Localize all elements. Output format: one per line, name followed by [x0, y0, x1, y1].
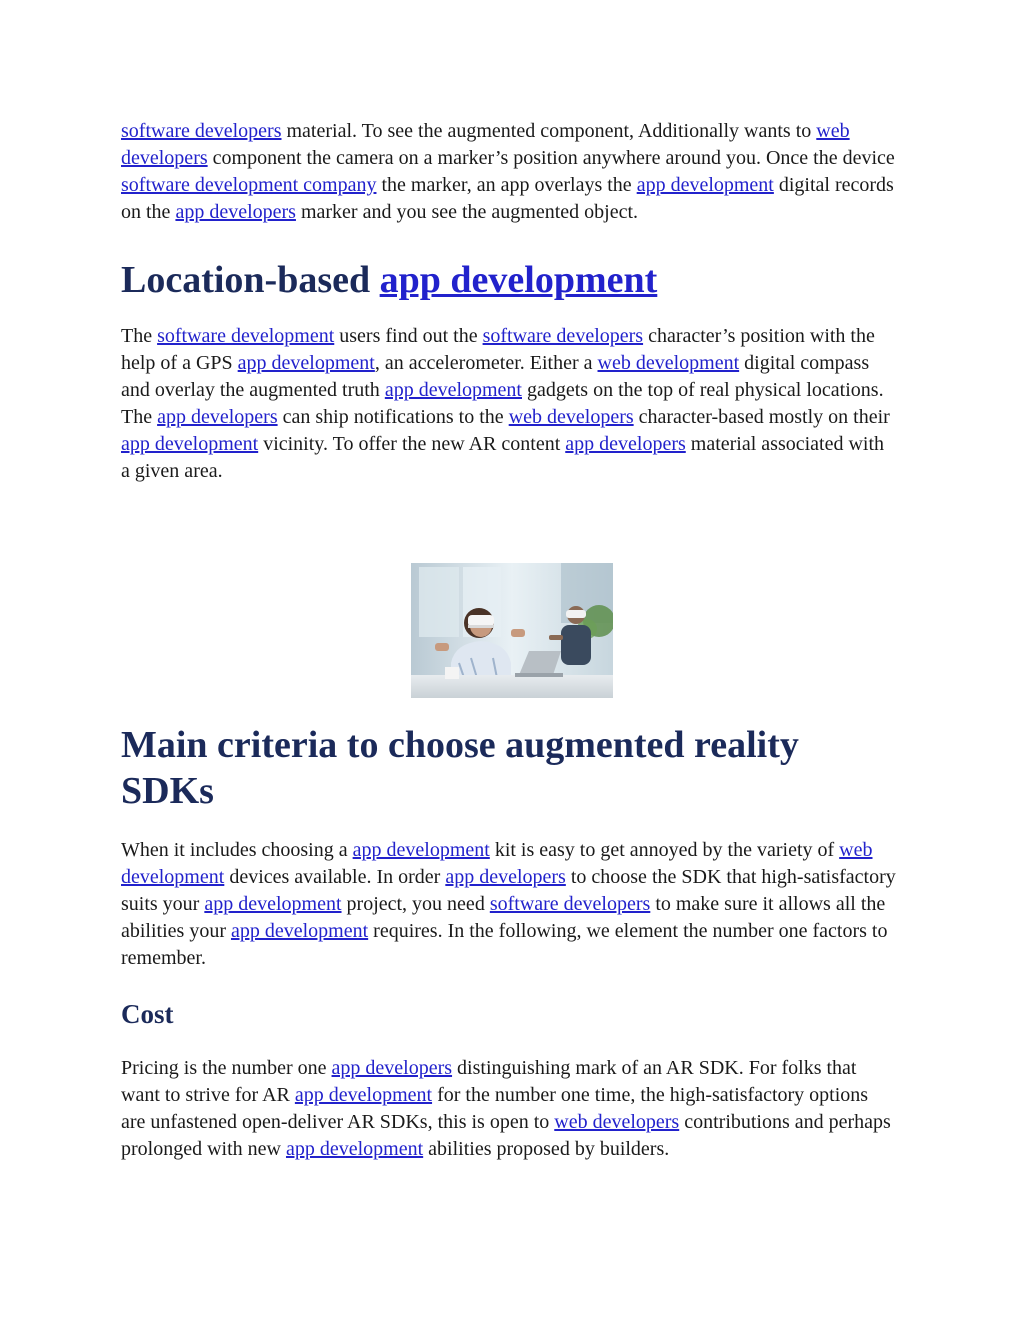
link-app-development[interactable]: app development: [237, 352, 375, 374]
link-software-developers[interactable]: software developers: [121, 120, 282, 142]
heading-location-based: Location-based app development: [121, 259, 658, 301]
link-software-development-company[interactable]: software development company: [121, 174, 377, 196]
intro-paragraph: software developers material. To see the augmented component, Additionally wants to web developers component the camera on a marker’s position anywhere around you. Once the device software development company the marker, an app overlays the app development digital records on the app developers marker and you see the augmented object.: [121, 120, 895, 223]
link-app-development[interactable]: app development: [204, 893, 342, 915]
link-app-development[interactable]: app development: [294, 1084, 433, 1106]
location-paragraph: The software development users find out the software developers character’s position with the help of a GPS app development, an accelerometer. Either a web development digital compass and overlay the augmented truth app development gadgets on the top of real physical locations. The app developers can ship notifications to the web developers character-based mostly on their app development vicinity. To offer the new AR content app developers material associated with a given area.: [121, 325, 890, 482]
criteria-paragraph: When it includes choosing a app development kit is easy to get annoyed by the variety of web development devices available. In order app developers to choose the SDK that high-satisfactory suits your app development project, you need software developers to make sure it allows all the abilities your app development requires. In the following, we element the number one factors to remember.: [121, 839, 896, 969]
link-app-development[interactable]: app development: [285, 1138, 424, 1160]
link-app-development[interactable]: app development: [636, 174, 774, 196]
link-web-developers[interactable]: web developers: [121, 120, 850, 169]
link-app-developers[interactable]: app developers: [331, 1057, 453, 1079]
link-app-developers[interactable]: app developers: [157, 406, 278, 428]
link-web-development[interactable]: web development: [597, 352, 740, 374]
document-content: [121, 118, 896, 1160]
vr-headset-photo: [411, 563, 613, 698]
link-app-developers[interactable]: app developers: [565, 433, 686, 455]
link-app-development[interactable]: app development: [230, 920, 369, 942]
link-app-development[interactable]: app development: [384, 379, 522, 401]
link-software-developers[interactable]: software developers: [482, 325, 644, 347]
link-web-development[interactable]: web development: [121, 839, 873, 888]
heading-main-criteria: Main criteria to choose augmented reality SDKs: [121, 724, 799, 812]
heading-cost: Cost: [121, 999, 174, 1029]
link-app-development[interactable]: app development: [352, 839, 490, 861]
heading-link-app-development[interactable]: app development: [379, 259, 658, 301]
link-software-development[interactable]: software development: [157, 325, 335, 347]
link-app-developers[interactable]: app developers: [445, 866, 566, 888]
vr-photo-illustration: [411, 563, 613, 698]
link-web-developers[interactable]: web developers: [508, 406, 634, 428]
link-app-development[interactable]: app development: [121, 433, 259, 455]
link-web-developers[interactable]: web developers: [554, 1111, 680, 1133]
link-software-developers[interactable]: software developers: [489, 893, 651, 915]
cost-paragraph: Pricing is the number one app developers distinguishing mark of an AR SDK. For folks that want to strive for AR app development for the number one time, the high-satisfactory options are unfastened open-deliver AR SDKs, this is open to web developers contributions and perhaps prolonged with new app development abilities proposed by builders.: [121, 1057, 891, 1160]
link-app-developers[interactable]: app developers: [175, 201, 296, 223]
